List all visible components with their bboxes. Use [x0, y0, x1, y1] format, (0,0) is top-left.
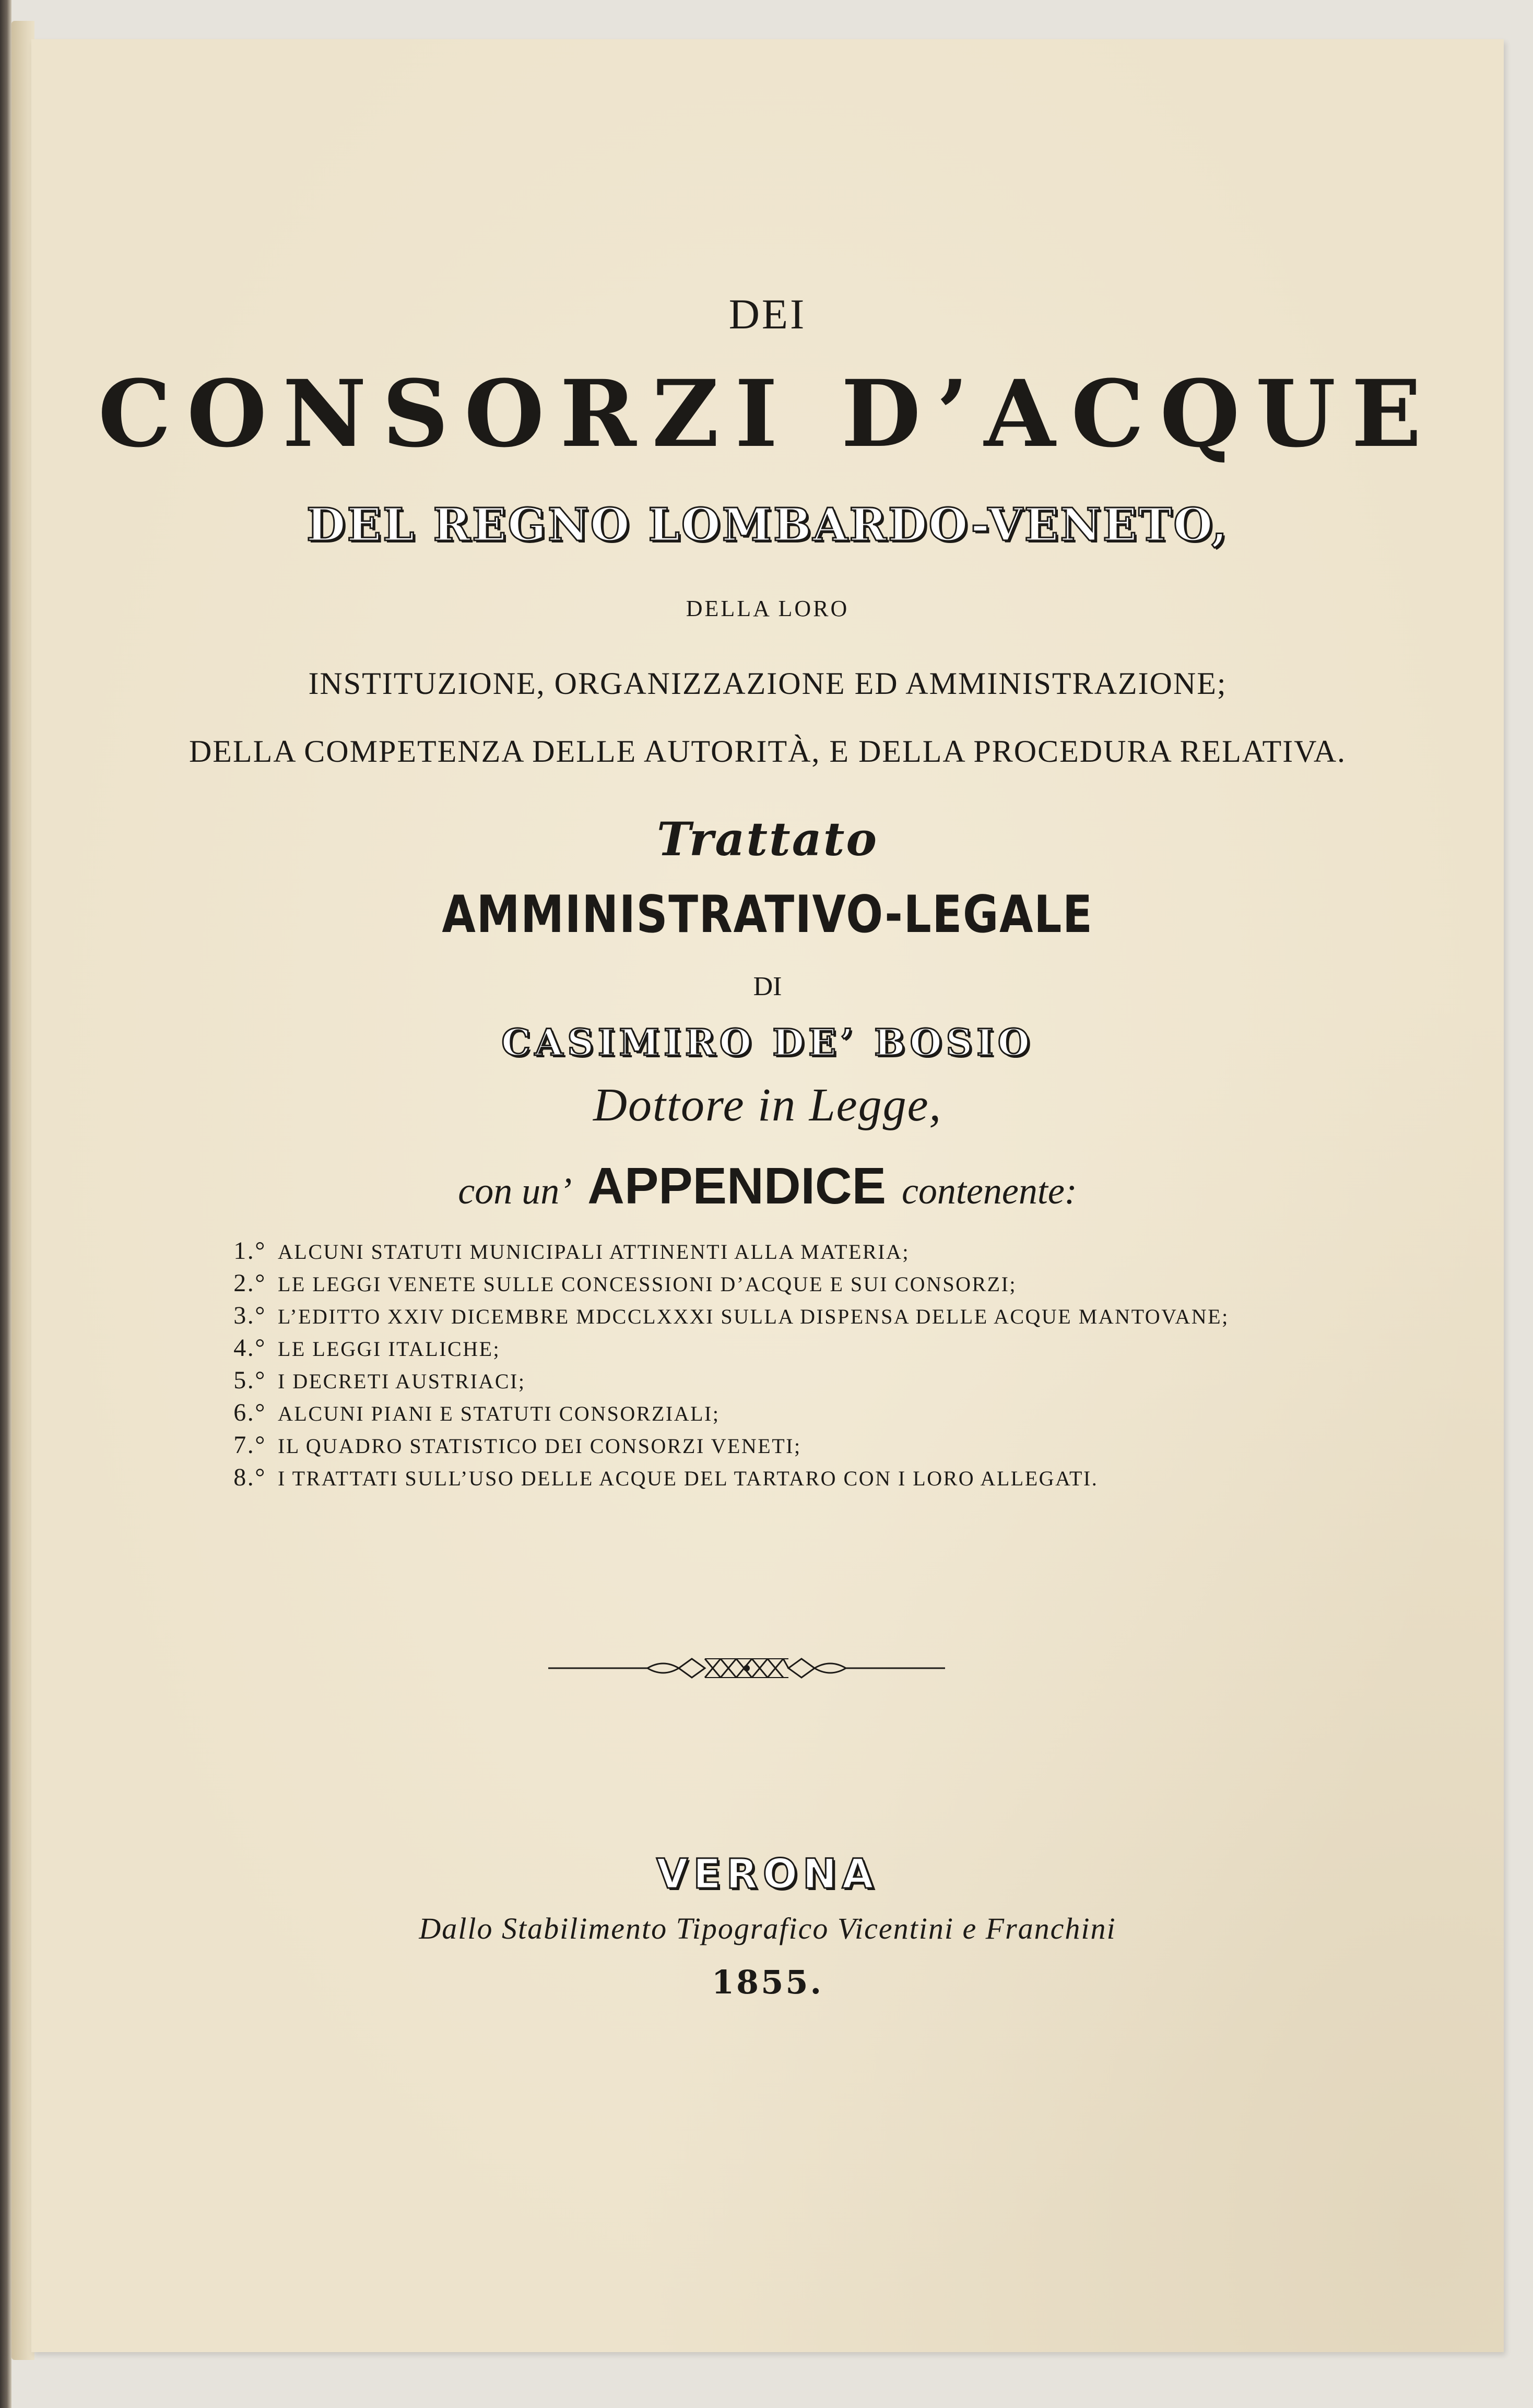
- list-item-text: I DECRETI AUSTRIACI;: [278, 1370, 526, 1393]
- book-spine: [0, 0, 11, 2408]
- list-item: [230, 1300, 1431, 1332]
- appendice-line: [31, 1156, 1504, 1215]
- subtitle-regno: DEL REGNO LOMBARDO-VENETO,: [306, 499, 1229, 551]
- instituzione-line: INSTITUZIONE, ORGANIZZAZIONE ED AMMINISTRAZIONE;: [308, 666, 1227, 701]
- di-line: DI: [753, 972, 782, 1001]
- list-item-text: LE LEGGI ITALICHE;: [278, 1337, 501, 1361]
- list-item: [230, 1267, 1431, 1300]
- competenza-line: DELLA COMPETENZA DELLE AUTORITÀ, E DELLA PROCEDURA RELATIVA.: [188, 734, 1347, 769]
- list-item: [230, 1461, 1431, 1494]
- list-item-number: 1.°: [233, 1237, 266, 1265]
- list-item: [230, 1429, 1431, 1461]
- main-title: CONSORZI D’ACQUE: [98, 360, 1437, 468]
- amministrativo-heading: AMMINISTRATIVO-LEGALE: [442, 885, 1093, 945]
- della-loro-line: DELLA LORO: [686, 596, 850, 621]
- title-page: [31, 39, 1504, 2352]
- list-item-number: 4.°: [233, 1334, 266, 1362]
- list-item: [230, 1332, 1431, 1364]
- author-title: Dottore in Legge,: [593, 1079, 942, 1131]
- list-item-text: ALCUNI STATUTI MUNICIPALI ATTINENTI ALLA MATERIA;: [278, 1240, 910, 1264]
- imprint-city: VERONA: [656, 1851, 879, 1898]
- appendice-word: APPENDICE: [587, 1157, 886, 1214]
- appendice-pre: con un’: [458, 1170, 572, 1212]
- trattato-heading: Trattato: [656, 812, 879, 866]
- appendix-list: [230, 1235, 1431, 1494]
- list-item-number: 7.°: [233, 1431, 266, 1459]
- list-item-number: 5.°: [233, 1366, 266, 1394]
- list-item-number: 6.°: [233, 1399, 266, 1426]
- list-item: [230, 1397, 1431, 1429]
- list-item-text: L’EDITTO XXIV DICEMBRE MDCCLXXXI SULLA DISPENSA DELLE ACQUE MANTOVANE;: [278, 1305, 1229, 1328]
- list-item-text: ALCUNI PIANI E STATUTI CONSORZIALI;: [278, 1402, 720, 1425]
- list-item-text: IL QUADRO STATISTICO DEI CONSORZI VENETI;: [278, 1434, 801, 1458]
- ornament-divider-icon: [548, 1647, 945, 1689]
- list-item: [230, 1364, 1431, 1397]
- list-item-number: 8.°: [233, 1463, 266, 1491]
- list-item-number: 3.°: [233, 1302, 266, 1329]
- heading-dei: DEI: [728, 290, 807, 338]
- list-item-text: LE LEGGI VENETE SULLE CONCESSIONI D’ACQUE E SUI CONSORZI;: [278, 1272, 1017, 1296]
- imprint-publisher: Dallo Stabilimento Tipografico Vicentini e Franchini: [419, 1911, 1116, 1945]
- list-item: [230, 1235, 1431, 1267]
- list-item-number: 2.°: [233, 1269, 266, 1297]
- imprint-year: 1855.: [711, 1963, 824, 2001]
- author-name: CASIMIRO DE’ BOSIO: [501, 1021, 1034, 1064]
- list-item-text: I TRATTATI SULL’USO DELLE ACQUE DEL TARTARO CON I LORO ALLEGATI.: [278, 1467, 1099, 1490]
- appendice-post: contenente:: [901, 1170, 1077, 1212]
